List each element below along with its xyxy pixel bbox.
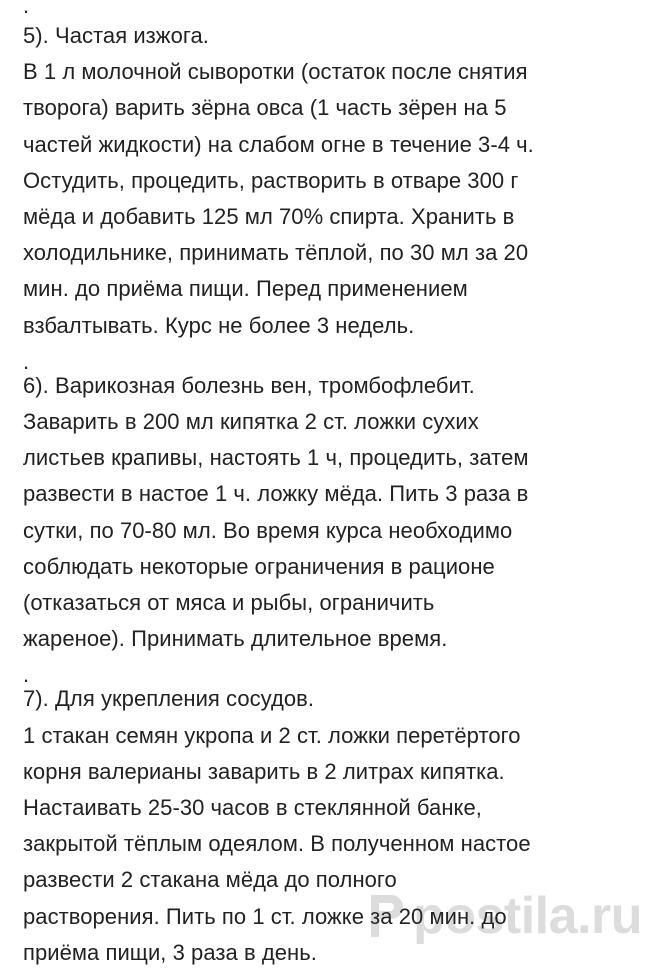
separator-dot: . (23, 348, 30, 374)
text-line: мин. до приёма пищи. Перед применением (23, 276, 468, 302)
section-5 (23, 0, 643, 344)
watermark-text: postila.ru (412, 887, 642, 945)
text-line: закрытой тёплым одеялом. В полученном настое (23, 831, 531, 857)
section-title: 7). Для укрепления сосудов. (23, 686, 315, 712)
text-line: взбалтывать. Курс не более 3 недель. (23, 312, 415, 338)
text-line: корня валерианы заварить в 2 литрах кипятка. (23, 758, 505, 784)
text-line: сутки, по 70-80 мл. Во время курса необходимо (23, 517, 513, 543)
text-line: В 1 л молочной сыворотки (остаток после снятия (23, 59, 528, 85)
separator-dot: . (23, 0, 30, 18)
section-6 (23, 344, 643, 658)
section-title: 6). Варикозная болезнь вен, тромбофлебит. (23, 372, 475, 398)
text-line: творога) варить зёрна овса (1 часть зёрен на 5 (23, 95, 507, 121)
text-line: Остудить, процедить, растворить в отваре 300 г (23, 167, 519, 193)
text-line: растворения. Пить по 1 ст. ложке за 20 мин. до (23, 903, 507, 929)
section-title: 5). Частая изжога. (23, 23, 209, 48)
text-line: холодильнике, принимать тёплой, по 30 мл за 20 (23, 240, 529, 266)
document-body (23, 0, 643, 971)
text-line: 1 стакан семян укропа и 2 ст. ложки перетёртого (23, 722, 521, 748)
text-line: Настаивать 25-30 часов в стеклянной банке, (23, 795, 482, 821)
text-line: соблюдать некоторые ограничения в рационе (23, 553, 495, 579)
separator-dot: . (23, 662, 30, 688)
text-line: мёда и добавить 125 мл 70% спирта. Хранить в (23, 204, 515, 230)
text-line: Заварить в 200 мл кипятка 2 ст. ложки сухих (23, 409, 479, 435)
text-line: (отказаться от мяса и рыбы, ограничить (23, 590, 435, 616)
postila-logo-icon (365, 891, 403, 941)
text-line: частей жидкости) на слабом огне в течение 3-4 ч. (23, 131, 534, 157)
text-line: развести в настое 1 ч. ложку мёда. Пить 3 раза в (23, 481, 529, 507)
watermark (365, 884, 642, 948)
text-line: развести 2 стакана мёда до полного (23, 867, 397, 893)
text-line: приёма пищи, 3 раза в день. (23, 939, 317, 965)
text-line: листьев крапивы, настоять 1 ч, процедить, затем (23, 445, 529, 471)
text-line: жареное). Принимать длительное время. (23, 626, 448, 652)
